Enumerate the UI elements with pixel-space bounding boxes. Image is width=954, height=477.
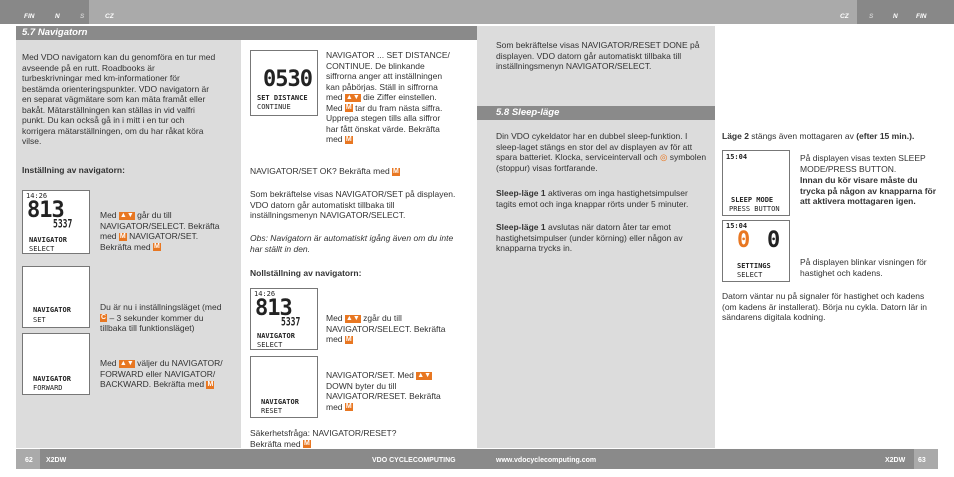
up-down-key-icon: ▲▼ <box>345 93 360 101</box>
m-key-icon: M <box>345 135 352 143</box>
lang-tab[interactable]: S <box>80 13 85 20</box>
lang-tab[interactable]: S <box>869 13 874 20</box>
stopwatch-icon: ◎ <box>659 152 668 162</box>
top-bar-right-shade <box>477 0 857 24</box>
top-bar-left-shade <box>89 0 477 24</box>
sleep1-end-text: Sleep-läge 1 avslutas när datorn åter tar emot hastighetsimpulser (under körning) eller någon av knapparna trycks in. <box>496 222 683 253</box>
section-title: 5.7 Navigatorn <box>22 27 88 38</box>
page-number: 63 <box>918 457 926 464</box>
wait-text: Datorn väntar nu på signaler för hastighet och kadens (om kadens är installerat). Börja nu cykla. Datorn lär in sändarens digitala kodning. <box>722 291 928 322</box>
footer-center-left: VDO CYCLECOMPUTING <box>372 457 456 464</box>
warning-text: Innan du kör visare måste du trycka på någon av knapparna för att aktivera mottagaren igen. <box>800 175 937 206</box>
intro-text: Med VDO navigatorn kan du genomföra en tur med avseende på en rutt. Roadbooks är turbeskrivningar med km-informationer för bestämda orienteringspunkter. VDO navigatorn är en separat vägmätare som kan mäta framåt eller bakåt. Mätarställningen kan ställas in vid valfri punkt. Du kan också gå in i mitt i en tur och korrigera mätarställningen, om du har råkat köra vilse. <box>22 52 216 146</box>
section-title: 5.8 Sleep-läge <box>496 107 560 118</box>
reset-step2: NAVIGATOR/SET. Med ▲▼ DOWN byter du till NAVIGATOR/RESET. Bekräfta med M <box>326 370 441 412</box>
step2-text: Du är nu i inställningsläget (med C – 3 sekunder kommer du tillbaka till funktionsläget) <box>100 302 222 333</box>
lcd-nav-reset: NAVIGATOR RESET <box>250 356 318 418</box>
step1-text: Med ▲▼ går du till NAVIGATOR/SELECT. Bekräfta med M NAVIGATOR/SET. Bekräfta med M <box>100 210 220 252</box>
lcd-settings: 15:04 0 0 SETTINGS SELECT <box>722 220 790 282</box>
sleep-intro: Din VDO cykeldator har en dubbel sleep-funktion. I sleep-laget stängs en stor del av displayen av för att spara batteriet. Klocka, serviceintervall och ◎ symbolen (stoppur) visas fortfarande. <box>496 131 707 173</box>
ok-line: NAVIGATOR/SET OK? Bekräfta med M <box>250 166 399 176</box>
brand-label: X2DW <box>46 457 67 464</box>
page-number: 62 <box>25 457 33 464</box>
sleep-display-text: På displayen visas texten SLEEP MODE/PRESS BUTTON. <box>800 153 926 174</box>
reset-heading: Nollställning av navigatorn: <box>250 268 362 278</box>
up-down-key-icon: ▲▼ <box>417 371 432 379</box>
lcd-nav-select-2: 14:26 813 5337 NAVIGATOR SELECT <box>250 288 318 350</box>
sleep1-text: Sleep-läge 1 aktiveras om inga hastighetsimpulser tagits emot och inga knappar rörts under 5 minuter. <box>496 188 689 209</box>
lang-tab[interactable]: N <box>55 13 60 20</box>
lang-tab[interactable]: FIN <box>24 13 35 20</box>
m-key-icon: M <box>119 232 126 240</box>
reset-done-text: Som bekräftelse visas NAVIGATOR/RESET DONE på displayen. VDO datorn går automatiskt tillbaka till inställningsmenyn NAVIGATOR/SELECT. <box>496 40 700 71</box>
step3-text: Med ▲▼ väljer du NAVIGATOR/ FORWARD eller NAVIGATOR/ BACKWARD. Bekräfta med M <box>100 358 223 389</box>
setting-heading: Inställning av navigatorn: <box>22 165 125 175</box>
lang-tab[interactable]: N <box>893 13 898 20</box>
lcd-sleep: 15:04 SLEEP MODE PRESS BUTTON <box>722 150 790 216</box>
lcd-nav-forward: NAVIGATOR FORWARD <box>22 333 90 395</box>
m-key-icon: M <box>345 403 352 411</box>
footer-bar <box>16 449 938 469</box>
m-key-icon: M <box>345 104 352 112</box>
level2-text: Läge 2 stängs även mottagaren av (efter 15 min.). <box>722 131 915 141</box>
footer-center-right[interactable]: www.vdocyclecomputing.com <box>496 457 597 464</box>
confirm-text: Som bekräftelse visas NAVIGATOR/SET på displayen. VDO datorn går automatiskt tillbaka till inställningsmenyn NAVIGATOR/SELECT. <box>250 189 456 220</box>
m-key-icon: M <box>393 167 399 175</box>
up-down-key-icon: ▲▼ <box>119 359 134 367</box>
m-key-icon: M <box>153 243 160 251</box>
reset-step1: Med ▲▼ zgår du till NAVIGATOR/SELECT. Bekräfta med M <box>326 313 446 344</box>
m-key-icon: M <box>345 335 352 343</box>
lcd-nav-select: 14:26 813 5337 NAVIGATOR SELECT <box>22 190 90 254</box>
m-key-icon: M <box>207 380 214 388</box>
c-key-icon: C <box>101 314 107 322</box>
lcd-nav-set: NAVIGATOR SET <box>22 266 90 328</box>
lang-tab[interactable]: CZ <box>840 13 849 20</box>
m-key-icon: M <box>303 440 310 448</box>
brand-label: X2DW <box>885 457 906 464</box>
lang-tab[interactable]: FIN <box>916 13 927 20</box>
step4-text: NAVIGATOR ... SET DISTANCE/ CONTINUE. De blinkande siffrorna anger att inställningen kan påbörjas. Ställ in siffrorna med ▲▼ die Ziffer einstellen. Med M tar du fram nästa siffra. Upprepa stegen tills alla siffror har fått önskat värde. Bekräfta med M <box>326 50 450 144</box>
up-down-key-icon: ▲▼ <box>119 211 134 219</box>
lcd-set-distance: 0530 SET DISTANCE CONTINUE <box>250 50 318 116</box>
up-down-key-icon: ▲▼ <box>345 314 360 322</box>
blink-text: På displayen blinkar visningen för hastighet och kadens. <box>800 257 927 278</box>
lang-tab[interactable]: CZ <box>105 13 114 20</box>
obs-text: Obs: Navigatorn är automatiskt igång även om du inte har ställt in den. <box>250 233 454 254</box>
safety-text: Säkerhetsfråga: NAVIGATOR/RESET? Bekräfta med M <box>250 428 397 449</box>
